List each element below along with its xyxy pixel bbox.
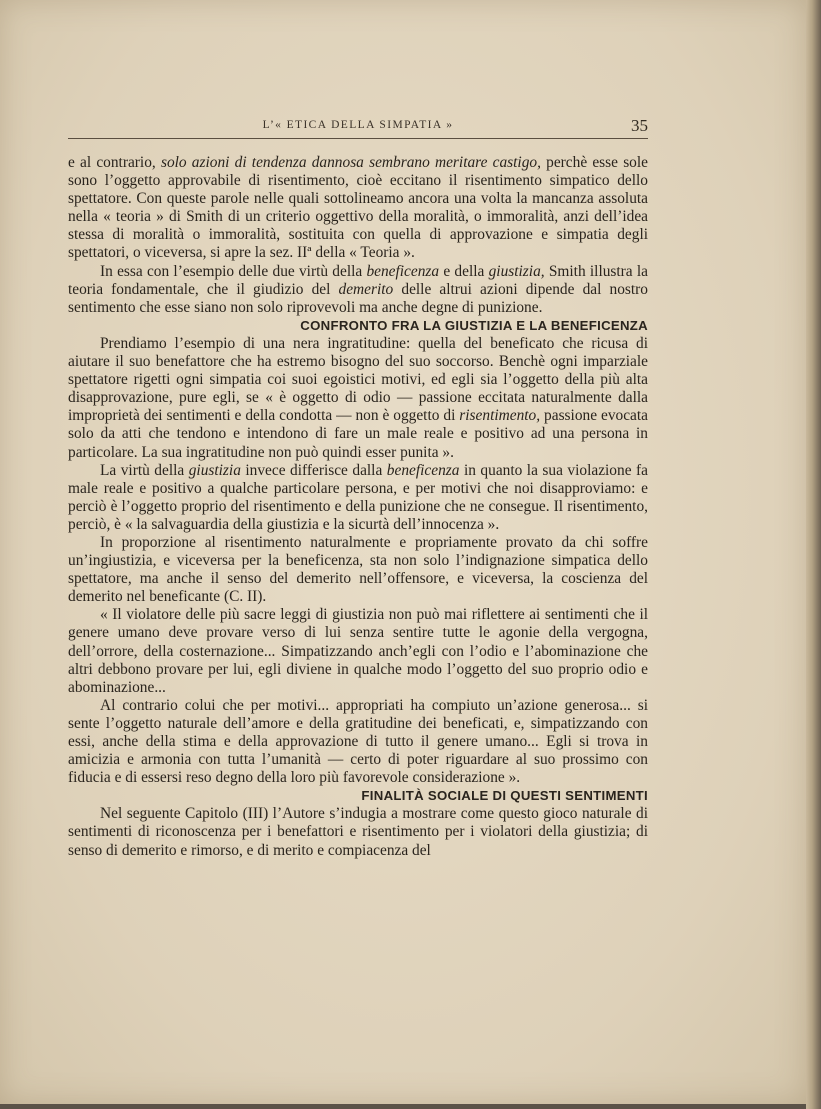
paragraph-2-emphasis-b: giustizia, <box>488 262 545 280</box>
paragraph-4 <box>68 462 648 534</box>
paragraph-2-emphasis-a: beneficenza <box>366 262 440 280</box>
paragraph-6-quote: « Il violatore delle più sacre leggi di giustizia non può mai riflettere ai sentimenti che il genere umano deve provare verso di lui senza sentire tutte le agonie della vergogna, dell’orrore, della costernazione... Simpatizzando anch’egli con l’odio e l’abominazione che altri debbono provare per lui, egli diviene in qualche modo l’oggetto del suo proprio odio e abominazione... <box>68 606 648 696</box>
paragraph-2-text-c: Smith illustra la teoria fondamentale, che il giudizio del <box>68 262 648 298</box>
paragraph-1 <box>68 154 648 263</box>
page-edge <box>806 0 821 1109</box>
paragraph-4-text-b: invece differisce dalla <box>240 461 387 479</box>
paragraph-1-emphasis: solo azioni di tendenza dannosa sembrano meritare castigo, <box>160 154 541 171</box>
section-heading-1: CONFRONTO FRA LA GIUSTIZIA E LA BENEFICENZA <box>300 317 648 333</box>
paragraph-4-text-a: La virtù della <box>100 461 189 479</box>
paragraph-5: In proporzione al risentimento naturalmente e propriamente provato da chi soffre un’ingiustizia, e viceversa per la beneficenza, sta non solo l’indignazione simpatica dello spettatore, ma anche il senso del demerito nell’offensore, e viceversa, la coscienza del demerito nel beneficante (C. II). <box>68 533 648 606</box>
paragraph-2-text-d: delle altrui azioni dipende dal nostro sentimento che esse siano non solo riprovevoli ma anche degne di punizione. <box>68 280 648 316</box>
paragraph-1-text-a: e al contrario, <box>68 154 161 171</box>
paragraph-8: Nel seguente Capitolo (III) l’Autore s’indugia a mostrare come questo gioco naturale di sentimenti di riconoscenza per i benefattori e risentimento per i violatori della giustizia; di senso di demerito e rimorso, e di merito e compiacenza del <box>68 805 648 859</box>
page-body <box>68 154 648 860</box>
paragraph-2-text-a: In essa con l’esempio delle due virtù della <box>100 262 367 280</box>
paragraph-3-text-b: passione evocata solo da atti che tendono e intendono di fare un male reale e positivo ad una persona in particolare. La sua ingratitudine non può quindi esser punita ». <box>68 407 648 461</box>
paragraph-2-emphasis-c: demerito <box>338 280 394 298</box>
paragraph-4-text-c: in quanto la sua violazione fa male reale e positivo a qualche particolare persona, e per motivi che noi disapproviamo: e perciò è l’oggetto proprio del risentimento e della punizione che ne consegue. Il risentimento, perciò, è « la salvaguardia della giustizia e la sicurtà dell’innocenza ». <box>68 461 648 533</box>
page-header <box>68 116 648 139</box>
paragraph-4-emphasis-b: beneficenza <box>386 461 460 479</box>
paragraph-3 <box>68 335 648 462</box>
paragraph-7-quote: Al contrario colui che per motivi... appropriati ha compiuto un’azione generosa... si sente l’oggetto naturale dell’amore e della gratitudine dei beneficati, e, simpatizzando con essi, anche della stima e della approvazione di tutto il genere umano... Egli si trova in amicizia e armonia con tutta l’umanità — certo di poter riguardare al suo prossimo con fiducia e di essersi reso degno della loro più favorevole considerazione ». <box>68 696 648 787</box>
paragraph-4-emphasis-a: giustizia <box>188 461 241 479</box>
section-heading-2: FINALITÀ SOCIALE DI QUESTI SENTIMENTI <box>361 788 648 804</box>
page-number: 35 <box>631 116 648 135</box>
paragraph-1-text-b: perchè esse sole sono l’oggetto approvabile di risentimento, cioè eccitano il risentimento simpatico dello spettatore. Con queste parole nelle quali sottolineamo ancora una volta la mancanza assoluta nella « teoria » di Smith di un criterio oggettivo della moralità, o immoralità, anzi dell’idea stessa di moralità o immoralità, sostituita con quella di approvazione e simpatia degli spettatori, o viceversa, si apre la sez. IIª della « Teoria ». <box>68 154 648 262</box>
paragraph-2-text-b: e della <box>439 262 489 280</box>
paragraph-3-emphasis: risentimento, <box>459 407 541 425</box>
paragraph-3-text-a: Prendiamo l’esempio di una nera ingratitudine: quella del beneficato che ricusa di aiutare il suo benefattore che ha estremo bisogno del suo soccorso. Benchè ogni imparziale spettatore rigetti ogni simpatia coi suoi egoistici motivi, ed egli sia l’oggetto della più alta disapprovazione, pure egli, se « è oggetto di odio — passione eccitata naturalmente dalla improprietà dei sentimenti e della condotta — non è oggetto di <box>68 334 648 425</box>
running-head: L’« ETICA DELLA SIMPATIA » <box>262 119 454 131</box>
paragraph-2 <box>68 263 648 317</box>
